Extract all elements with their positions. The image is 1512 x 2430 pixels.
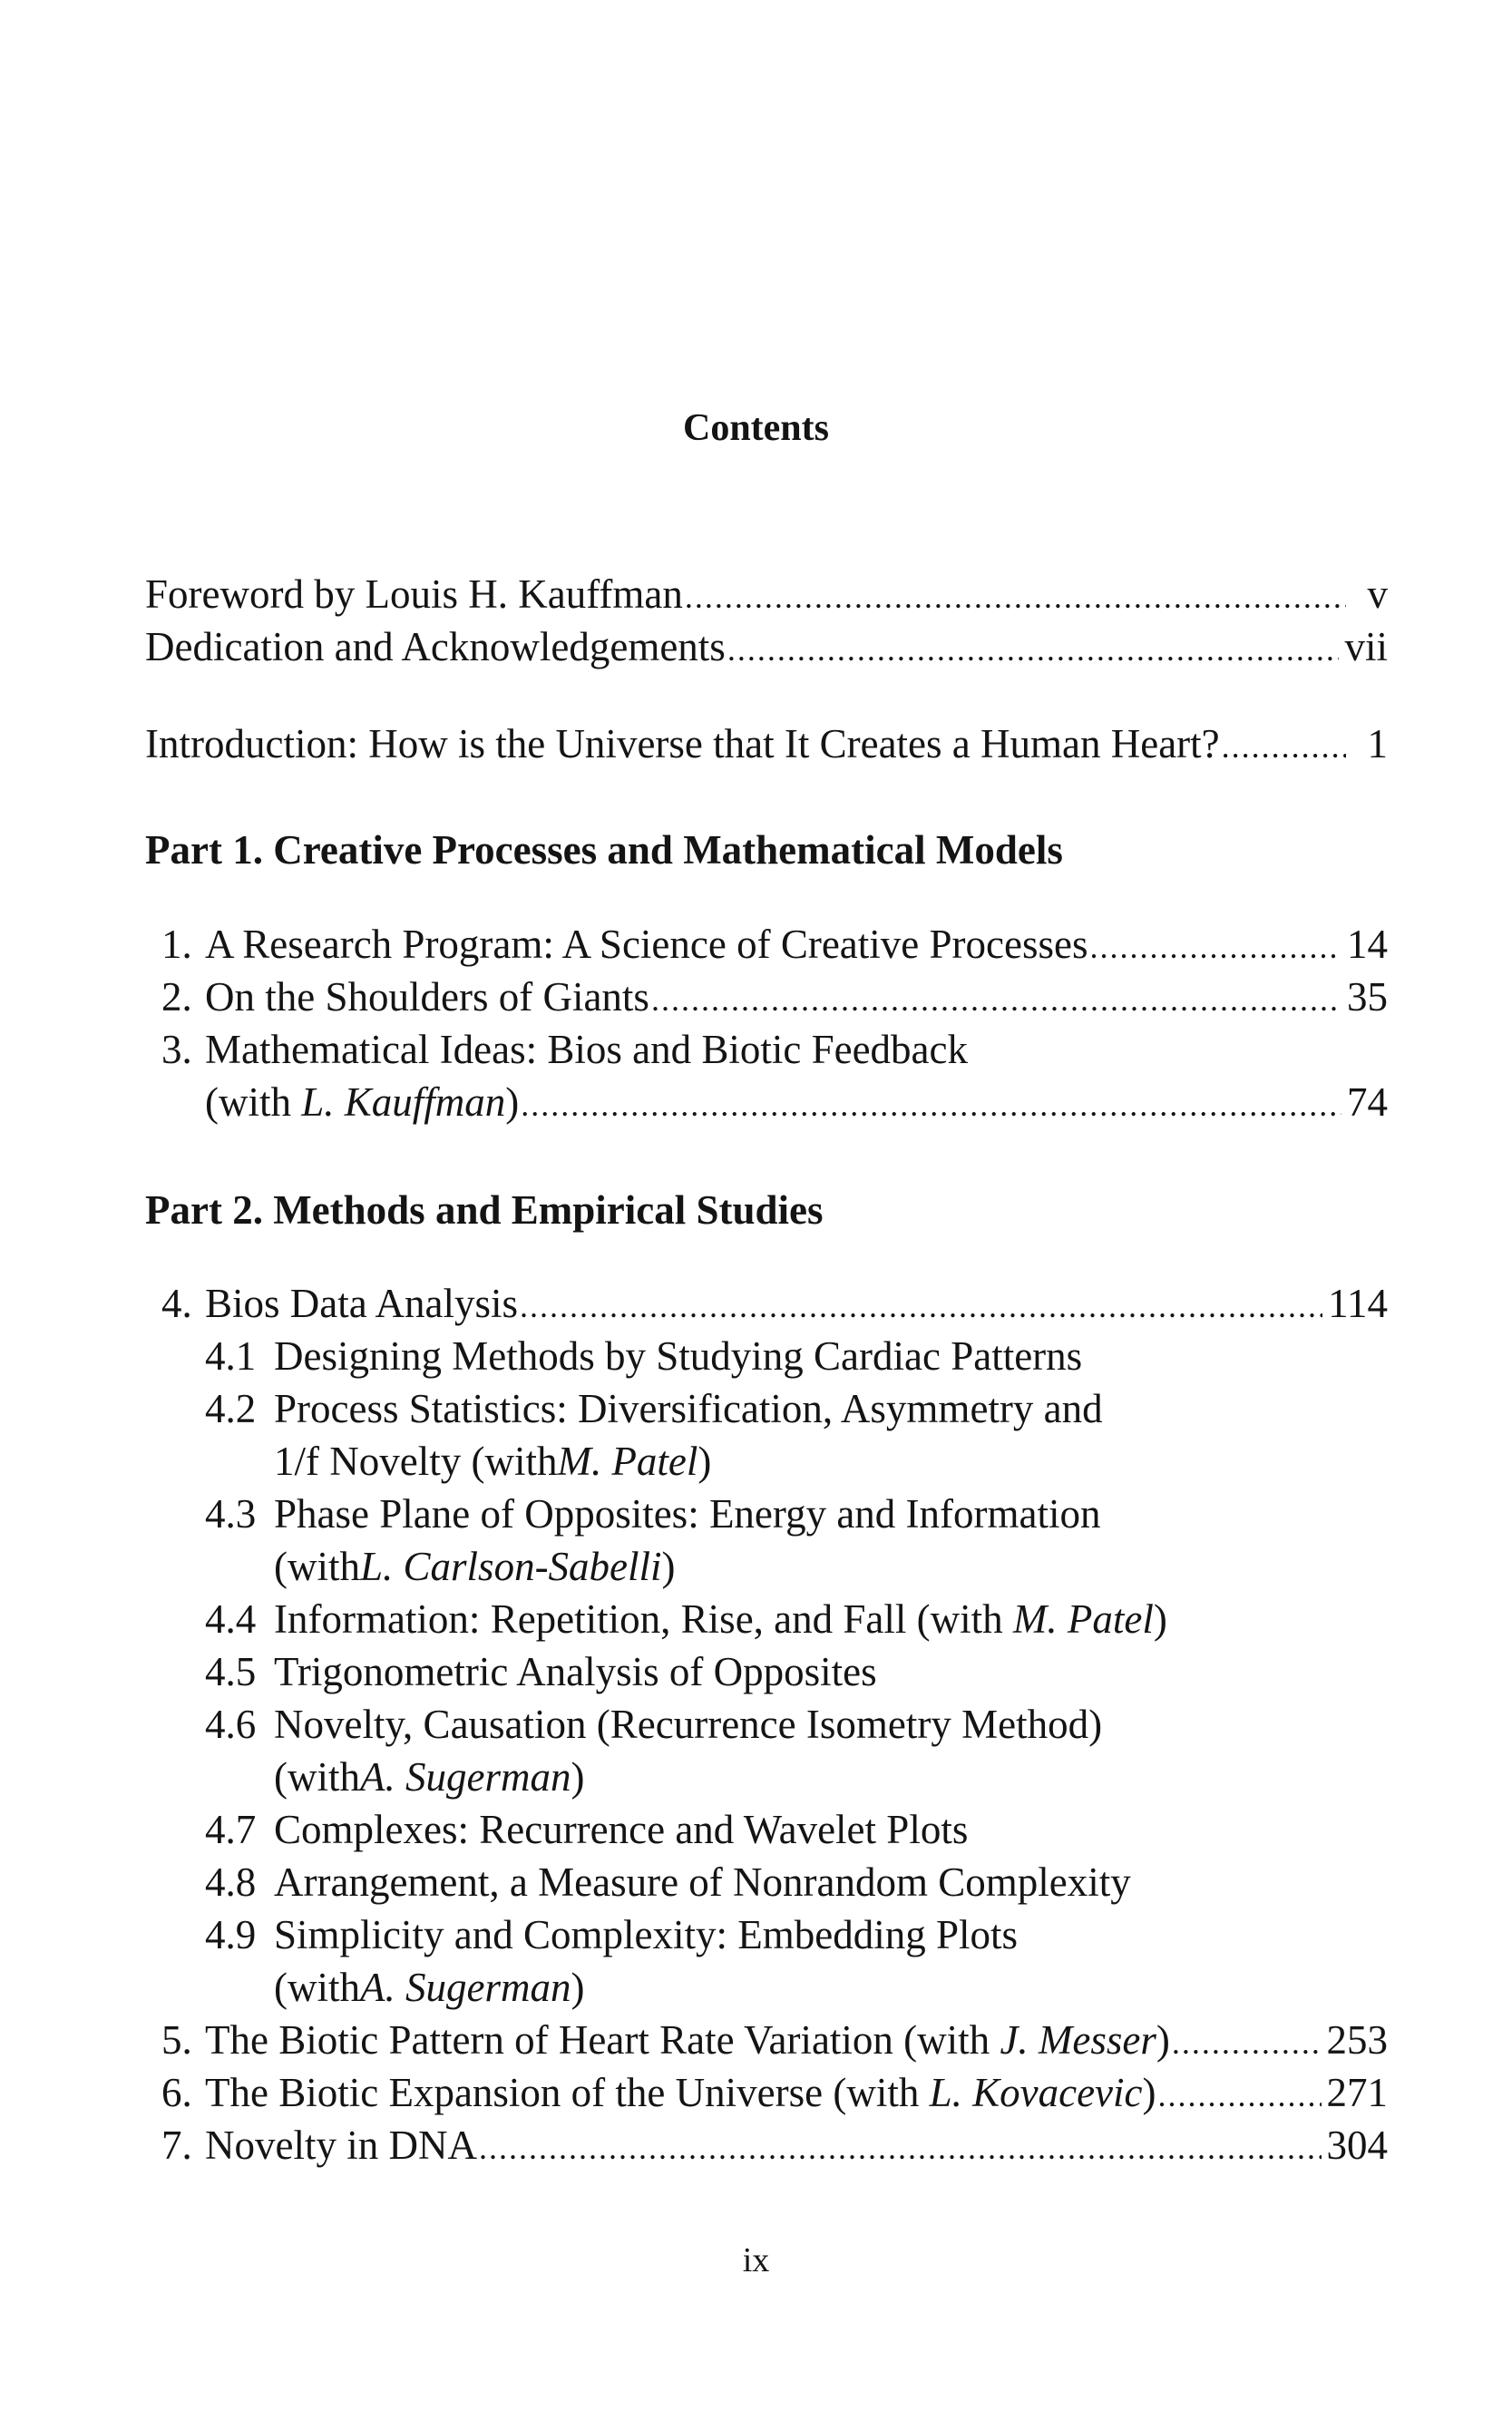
toc-section-4-8[interactable] <box>205 1856 1131 1908</box>
toc-section-title: Trigonometric Analysis of Opposites <box>274 1649 877 1694</box>
toc-page-number: 74 <box>1347 1079 1388 1125</box>
dot-leader <box>521 1078 1341 1131</box>
page-folio: ix <box>742 2241 770 2279</box>
author-suffix: ) <box>697 1439 712 1484</box>
toc-section-4-1[interactable] <box>205 1330 1082 1382</box>
toc-entry-introduction[interactable] <box>145 717 1388 773</box>
author-prefix: 1/f Novelty (with <box>274 1439 558 1484</box>
toc-section-4-7[interactable] <box>205 1803 968 1856</box>
toc-section-4-3-continued[interactable] <box>274 1540 676 1593</box>
toc-entry-foreword[interactable] <box>145 568 1388 623</box>
author-name: A. Sugerman <box>360 1965 571 2010</box>
dot-leader <box>1172 2016 1322 2069</box>
author-name: M. Patel <box>1012 1596 1154 1642</box>
chapter-number: 5. <box>161 2017 192 2063</box>
section-number: 4.8 <box>205 1859 257 1905</box>
toc-section-title: Arrangement, a Measure of Nonrandom Complexity <box>274 1859 1131 1905</box>
toc-page-number: v <box>1367 571 1388 617</box>
author-suffix: ) <box>661 1544 676 1589</box>
toc-section-4-2-continued[interactable] <box>274 1435 711 1488</box>
toc-entry-chapter-4[interactable] <box>161 1277 1388 1332</box>
toc-entry-chapter-1[interactable] <box>161 918 1388 973</box>
dot-leader <box>727 623 1340 676</box>
chapter-number: 1. <box>161 922 192 967</box>
section-number: 4.9 <box>205 1912 257 1957</box>
dot-leader <box>479 2122 1322 2174</box>
toc-entry-title: Dedication and Acknowledgements <box>145 624 726 669</box>
author-suffix: ) <box>505 1079 520 1125</box>
toc-page-number: 14 <box>1347 922 1388 967</box>
toc-section-4-9[interactable] <box>205 1908 1018 1961</box>
section-number: 4.3 <box>205 1491 257 1537</box>
author-name: L. Kauffman <box>301 1079 506 1125</box>
toc-section-4-4[interactable] <box>205 1593 1167 1645</box>
toc-entry-dedication[interactable] <box>145 620 1388 676</box>
part-2-heading: Part 2. Methods and Empirical Studies <box>145 1187 824 1233</box>
toc-section-4-5[interactable] <box>205 1645 877 1698</box>
toc-section-4-9-continued[interactable] <box>274 1961 584 2014</box>
author-name: L. Kovacevic <box>929 2070 1143 2115</box>
toc-entry-title: The Biotic Pattern of Heart Rate Variation (with J. Messer) <box>205 2017 1170 2063</box>
toc-page-number: 271 <box>1326 2070 1388 2115</box>
toc-page-number: 35 <box>1347 974 1388 1020</box>
toc-entry-title: Bios Data Analysis <box>205 1281 518 1326</box>
toc-entry-title: On the Shoulders of Giants <box>205 974 649 1020</box>
chapter-number: 6. <box>161 2070 192 2115</box>
toc-section-title: Phase Plane of Opposites: Energy and Information <box>274 1491 1101 1537</box>
toc-section-4-6-continued[interactable] <box>274 1751 584 1803</box>
toc-section-title: Complexes: Recurrence and Wavelet Plots <box>274 1807 969 1852</box>
author-name: M. Patel <box>557 1439 698 1484</box>
toc-page-number: 253 <box>1326 2017 1388 2063</box>
author-suffix: ) <box>571 1965 585 2010</box>
author-name: J. Messer <box>1000 2017 1156 2063</box>
part-1-heading: Part 1. Creative Processes and Mathematical Models <box>145 827 1063 873</box>
toc-entry-chapter-6[interactable] <box>161 2066 1388 2122</box>
toc-section-title: Novelty, Causation (Recurrence Isometry Method) <box>274 1702 1103 1747</box>
dot-leader <box>651 973 1341 1026</box>
dot-leader <box>1222 720 1346 773</box>
author-name: A. Sugerman <box>360 1754 571 1800</box>
section-number: 4.2 <box>205 1386 257 1431</box>
toc-section-title: Simplicity and Complexity: Embedding Plots <box>274 1912 1018 1957</box>
toc-entry-title: The Biotic Expansion of the Universe (with L. Kovacevic) <box>205 2070 1156 2115</box>
toc-entry-chapter-2[interactable] <box>161 971 1388 1026</box>
section-number: 4.6 <box>205 1702 257 1747</box>
author-prefix: (with <box>274 1965 360 2010</box>
toc-page-number: vii <box>1344 624 1388 669</box>
chapter-number: 7. <box>161 2123 192 2168</box>
toc-entry-title: Mathematical Ideas: Bios and Biotic Feedback <box>205 1027 969 1072</box>
toc-section-title: Process Statistics: Diversification, Asymmetry and <box>274 1386 1103 1431</box>
toc-section-4-3[interactable] <box>205 1488 1101 1540</box>
section-number: 4.7 <box>205 1807 257 1852</box>
toc-entry-chapter-3-continued[interactable] <box>205 1076 1388 1131</box>
section-number: 4.5 <box>205 1649 257 1694</box>
chapter-number: 3. <box>161 1027 192 1072</box>
author-name: L. Carlson-Sabelli <box>360 1544 662 1589</box>
dot-leader <box>1089 921 1341 973</box>
toc-entry-chapter-7[interactable] <box>161 2119 1388 2174</box>
chapter-number: 2. <box>161 974 192 1020</box>
author-prefix: (with <box>205 1079 302 1125</box>
author-prefix: (with <box>274 1754 360 1800</box>
author-suffix: ) <box>1153 1596 1167 1642</box>
toc-section-4-2[interactable] <box>205 1382 1103 1435</box>
toc-page-number: 304 <box>1326 2123 1388 2168</box>
author-prefix: (with <box>274 1544 360 1589</box>
author-suffix: ) <box>1156 2017 1170 2063</box>
page-title: Contents <box>682 407 829 449</box>
section-number: 4.1 <box>205 1333 257 1379</box>
toc-entry-author-line <box>205 1076 519 1128</box>
toc-entry-title: Novelty in DNA <box>205 2123 477 2168</box>
toc-entry-chapter-5[interactable] <box>161 2014 1388 2069</box>
toc-section-title: Information: Repetition, Rise, and Fall (with M. Patel) <box>274 1596 1167 1642</box>
author-suffix: ) <box>1142 2070 1156 2115</box>
author-suffix: ) <box>571 1754 585 1800</box>
toc-page-number: 1 <box>1367 721 1388 766</box>
dot-leader <box>1158 2069 1322 2122</box>
chapter-number: 4. <box>161 1281 192 1326</box>
toc-page-number: 114 <box>1328 1281 1388 1326</box>
toc-entry-title: A Research Program: A Science of Creative Processes <box>205 922 1088 967</box>
toc-entry-title: Foreword by Louis H. Kauffman <box>145 571 683 617</box>
dot-leader <box>685 571 1346 623</box>
toc-section-title: Designing Methods by Studying Cardiac Patterns <box>274 1333 1083 1379</box>
toc-entry-title: Introduction: How is the Universe that It Creates a Human Heart? <box>145 721 1220 766</box>
toc-section-4-6[interactable] <box>205 1698 1102 1751</box>
section-number: 4.4 <box>205 1596 257 1642</box>
toc-entry-chapter-3[interactable] <box>161 1023 1388 1076</box>
dot-leader <box>520 1280 1322 1332</box>
